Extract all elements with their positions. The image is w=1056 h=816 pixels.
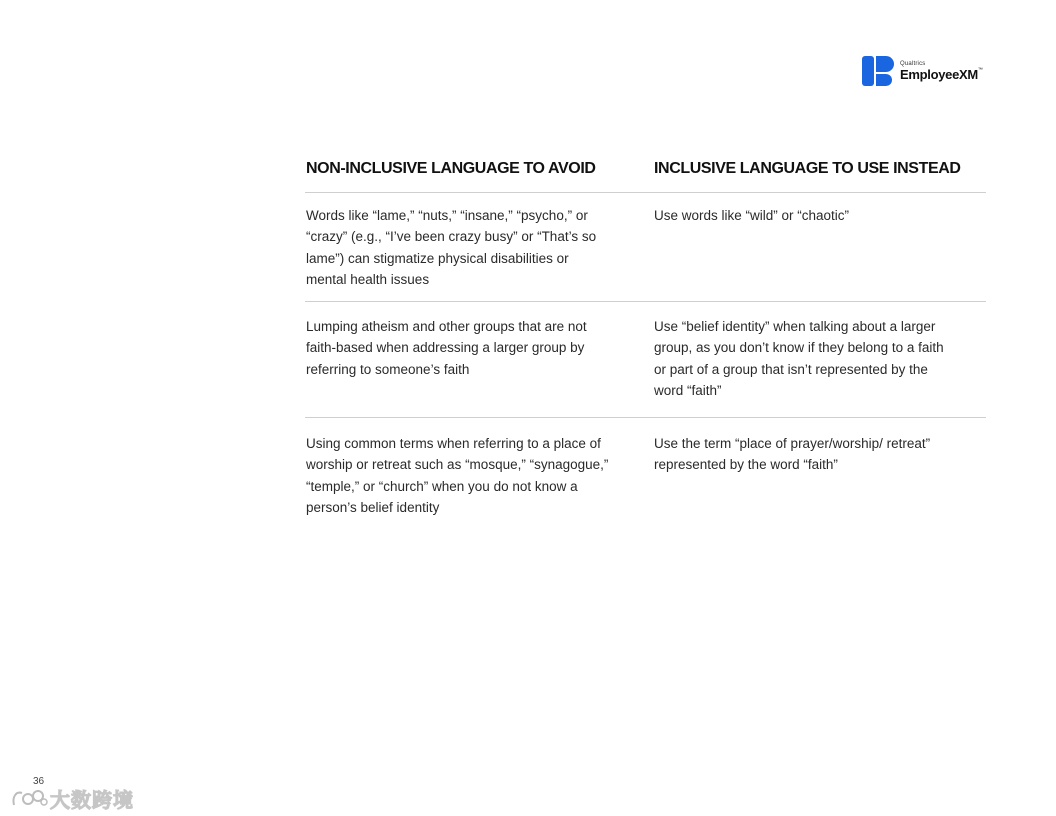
logo-text [900, 61, 983, 81]
inclusive-language-table [305, 158, 986, 538]
table-header-row [305, 158, 986, 193]
watermark-text: 大数跨境 [50, 788, 134, 812]
logo-title-text: EmployeeXM [900, 67, 978, 82]
column-header-use-instead: INCLUSIVE LANGUAGE TO USE INSTEAD [654, 160, 961, 177]
use-instead-cell: Use “belief identity” when talking about a larger group, as you don’t know if they belong to a faith or part of a group that isn’t represented by the word “faith” [654, 319, 944, 399]
avoid-cell: Words like “lame,” “nuts,” “insane,” “psycho,” or “crazy” (e.g., “I’ve been crazy busy” or “That’s so lame”) can stigmatize physical disabilities or mental health issues [306, 208, 597, 288]
table-row [305, 302, 986, 418]
table-row [305, 193, 986, 302]
employeexm-logo-mark-icon [862, 55, 894, 87]
logo-subtitle: Qualtrics [900, 61, 926, 67]
column-header-avoid: NON-INCLUSIVE LANGUAGE TO AVOID [306, 160, 596, 177]
avoid-cell: Lumping atheism and other groups that are not faith-based when addressing a larger group by referring to someone’s faith [306, 319, 587, 377]
trademark-symbol: ™ [977, 67, 983, 73]
use-instead-cell: Use words like “wild” or “chaotic” [654, 208, 850, 223]
employeexm-logo [862, 54, 983, 88]
watermark-logo-icon [10, 787, 50, 811]
avoid-cell: Using common terms when referring to a place of worship or retreat such as “mosque,” “synagogue,” “temple,” or “church” when you do not know a person’s belief identity [306, 436, 609, 516]
use-instead-cell: Use the term “place of prayer/worship/ retreat” represented by the word “faith” [654, 436, 931, 473]
logo-title [900, 68, 983, 81]
table-row [305, 418, 986, 538]
page-number: 36 [33, 776, 45, 787]
watermark [10, 784, 134, 813]
